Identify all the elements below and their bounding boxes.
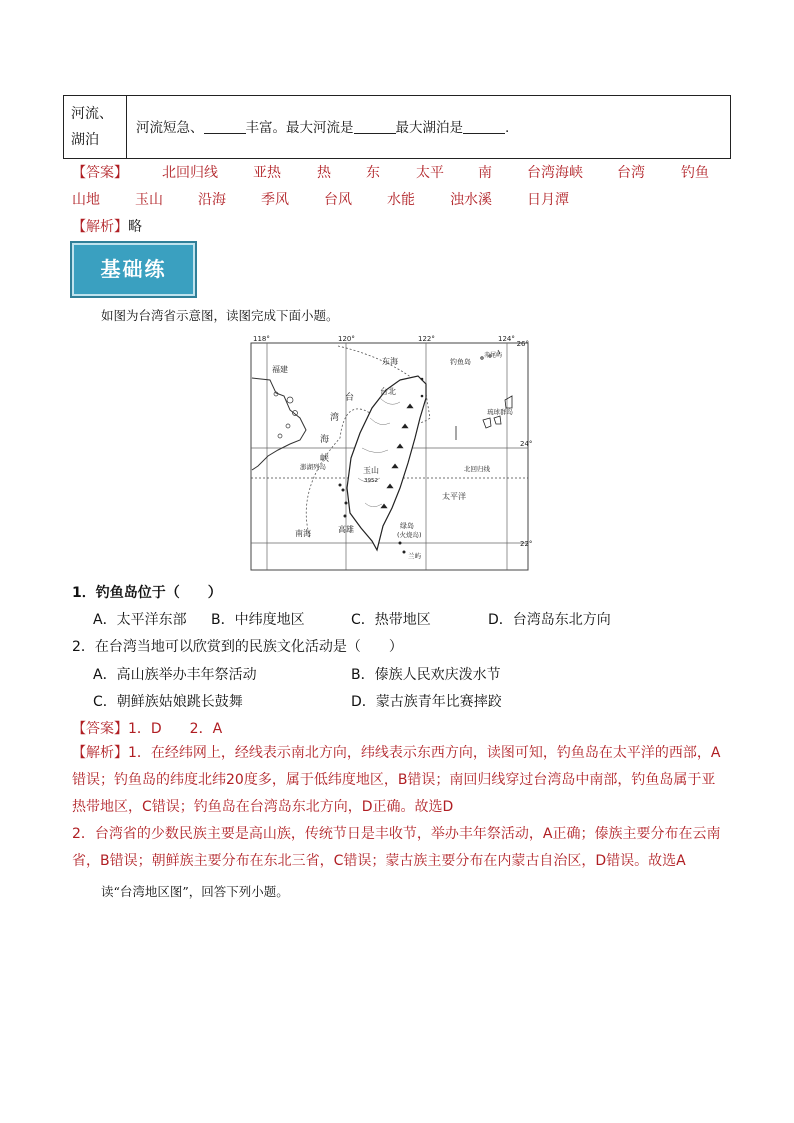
answer-item: 日月潭: [527, 192, 569, 208]
analysis-block-1: [72, 216, 142, 236]
lat-label: 22°: [520, 540, 533, 548]
lat-label: 24°: [520, 440, 533, 448]
answer-text: 1．D 2．A: [128, 721, 223, 737]
place-label: 台: [345, 393, 355, 403]
place-label: 东海: [382, 357, 398, 366]
analysis-text: 略: [128, 219, 142, 235]
answer-item: 玉山: [135, 192, 163, 208]
place-label: 兰屿: [408, 552, 421, 560]
answer-tag: 【答案】: [72, 165, 128, 181]
analysis-line: 2．台湾省的少数民族主要是高山族，传统节日是丰收节，举办丰年祭活动，A正确；傣族主要分布在云南: [72, 826, 721, 842]
answer-item: 太平: [416, 165, 444, 181]
answer-item: 沿海: [198, 192, 226, 208]
q2-option-a[interactable]: A．高山族举办丰年祭活动: [93, 667, 257, 683]
q1-option-c[interactable]: C．热带地区: [351, 612, 431, 628]
answer-tag: 【答案】: [72, 721, 128, 737]
place-label: 高雄: [338, 525, 354, 534]
place-label: 3952: [364, 478, 378, 484]
place-label: (火烧岛): [397, 531, 422, 539]
answer-item: 山地: [72, 192, 100, 208]
place-label: 台北: [380, 387, 396, 396]
blank-1[interactable]: [204, 120, 246, 134]
lon-label: 122°: [418, 335, 435, 343]
q1-option-b[interactable]: B．中纬度地区: [211, 612, 305, 628]
place-label: 琉球群岛: [487, 408, 513, 416]
analysis-line: 省，B错误；朝鲜族主要分布在东北三省，C错误；蒙古族主要分布在内蒙古自治区，D错误。故选A: [72, 853, 686, 869]
q1-option-d[interactable]: D．台湾岛东北方向: [488, 612, 611, 628]
answer-item: 浊水溪: [450, 192, 492, 208]
question-1-stem: 1．钓鱼岛位于（ ）: [72, 585, 222, 601]
q2-option-c[interactable]: C．朝鲜族姑娘跳长鼓舞: [93, 694, 243, 710]
table-text-c: 最大湖泊是: [395, 120, 463, 136]
blank-3[interactable]: [463, 120, 505, 134]
place-label: 南海: [295, 529, 311, 538]
blank-2[interactable]: [354, 120, 396, 134]
answer-item: 台湾: [617, 165, 645, 181]
analysis-line: 热带地区，C错误；钓鱼岛在台湾岛东北方向，D正确。故选D: [72, 799, 454, 815]
table-content: [136, 116, 509, 136]
answer-item: 亚热: [253, 165, 281, 181]
place-label: 峡: [320, 454, 330, 464]
question-intro: 如图为台湾省示意图，读图完成下面小题。: [101, 308, 339, 323]
analysis-line: 错误；钓鱼岛的纬度北纬20度多，属于低纬度地区，B错误；南回归线穿过台湾岛中南部，钓鱼岛属于亚: [72, 772, 716, 788]
table-text-b: 丰富。最大河流是: [245, 120, 354, 136]
answer-block-1b: [72, 189, 732, 209]
analysis-tag: 【解析】: [72, 745, 128, 761]
place-label: 湾: [330, 413, 340, 423]
lon-label: 120°: [338, 335, 355, 343]
answer-item: 北回归线: [162, 165, 218, 181]
q2-option-b[interactable]: B．傣族人民欢庆泼水节: [351, 667, 501, 683]
answer-item: 东: [366, 165, 380, 181]
answer-item: 南: [478, 165, 492, 181]
q1-option-a[interactable]: A．太平洋东部: [93, 612, 187, 628]
place-label: 澎湖列岛: [300, 463, 326, 471]
answer-item: 水能: [387, 192, 415, 208]
place-label: 海: [320, 435, 330, 445]
section-title: 基础练: [100, 257, 167, 281]
place-label: 北回归线: [464, 465, 490, 473]
lon-label: 118°: [253, 335, 270, 343]
table-text-a: 河流短急、: [136, 120, 204, 136]
answer-item: 季风: [261, 192, 289, 208]
answer-item: 台湾海峡: [527, 165, 583, 181]
section-header: [72, 243, 195, 296]
place-label: 赤尾屿: [484, 352, 503, 359]
answer-block-2: [72, 718, 222, 738]
answer-block-1: [72, 162, 732, 182]
analysis-tag: 【解析】: [72, 219, 128, 235]
analysis-block-2: [72, 740, 737, 875]
place-label: 福建: [272, 365, 288, 374]
table-text-d: .: [505, 120, 510, 136]
place-label: 玉山: [363, 466, 379, 475]
table-label: 河流、湖泊: [64, 96, 127, 158]
lon-label: 124°: [498, 335, 515, 343]
place-label: 钓鱼岛: [450, 358, 471, 366]
place-label: 太平洋: [442, 492, 466, 501]
analysis-line: 1．在经纬网上，经线表示南北方向，纬线表示东西方向，读图可知，钓鱼岛在太平洋的西部，A: [128, 745, 721, 761]
taiwan-map: [250, 335, 533, 572]
q2-option-d[interactable]: D．蒙古族青年比赛摔跤: [351, 694, 502, 710]
fill-table: [63, 95, 731, 159]
lat-label: 26°: [516, 340, 529, 348]
answer-item: 钓鱼: [681, 165, 709, 181]
question-intro-2: 读“台湾地区图”，回答下列小题。: [101, 884, 289, 899]
place-label: 绿岛: [400, 522, 414, 530]
question-2-stem: 2．在台湾当地可以欣赏到的民族文化活动是（ ）: [72, 639, 403, 655]
answer-item: 热: [317, 165, 331, 181]
answer-item: 台风: [324, 192, 352, 208]
